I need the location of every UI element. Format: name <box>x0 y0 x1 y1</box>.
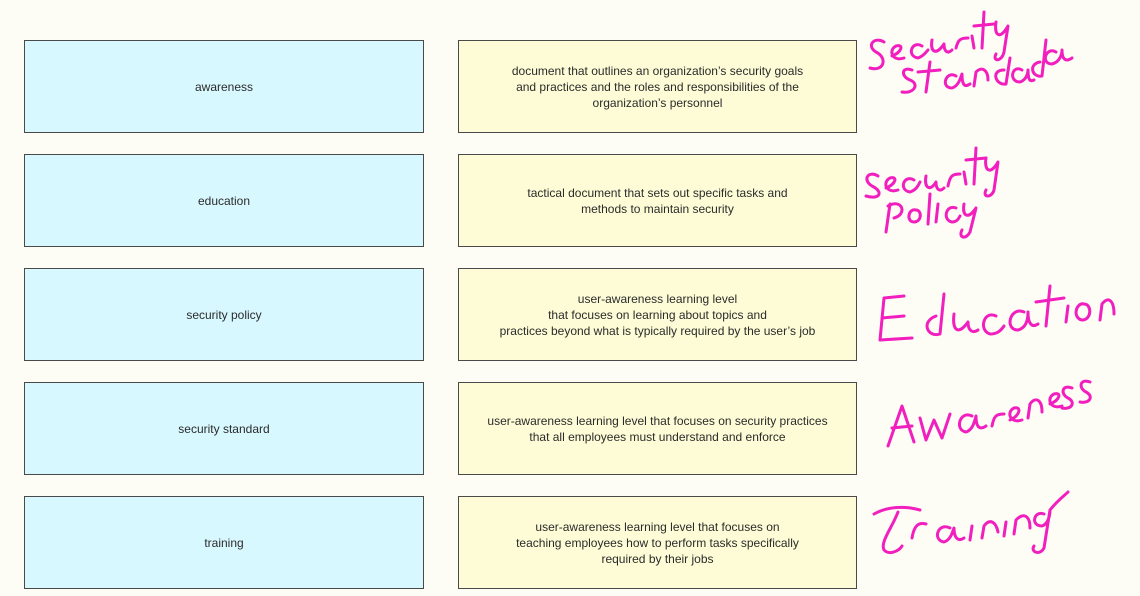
definition-target-2[interactable] <box>458 154 857 247</box>
definition-target-5[interactable] <box>458 496 857 589</box>
term-box-training[interactable] <box>24 496 424 589</box>
handwriting-security-policy <box>866 148 998 237</box>
definition-text: tactical document that sets out specific tasks and methods to maintain security <box>527 185 788 216</box>
term-label: security policy <box>186 307 262 322</box>
term-box-education[interactable] <box>24 154 424 247</box>
term-box-security-standard[interactable] <box>24 382 424 475</box>
definition-text: user-awareness learning level that focuses on teaching employees how to perform tasks specifically required by their jobs <box>516 519 799 566</box>
term-label: education <box>197 193 251 208</box>
definition-target-1[interactable] <box>458 40 857 133</box>
handwriting-awareness <box>888 381 1090 446</box>
handwriting-security-standard <box>870 12 1072 92</box>
handwriting-training <box>874 492 1068 553</box>
term-box-security-policy[interactable] <box>24 268 424 361</box>
term-label: security standard <box>178 421 270 436</box>
definition-target-4[interactable] <box>458 382 857 475</box>
definition-text: document that outlines an organization’s security goals and practices and the roles and responsibilities of the organization’s personnel <box>511 63 804 110</box>
handwriting-education <box>880 286 1114 340</box>
definition-text: user-awareness learning level that focuses on learning about topics and practices beyond what is typically required by the user’s job <box>499 291 816 338</box>
term-box-awareness[interactable] <box>24 40 424 133</box>
term-label: awareness <box>194 79 254 94</box>
definition-target-3[interactable] <box>458 268 857 361</box>
definition-text: user-awareness learning level that focuses on security practices that all employees must understand and enforce <box>487 413 828 444</box>
term-label: training <box>204 535 244 550</box>
